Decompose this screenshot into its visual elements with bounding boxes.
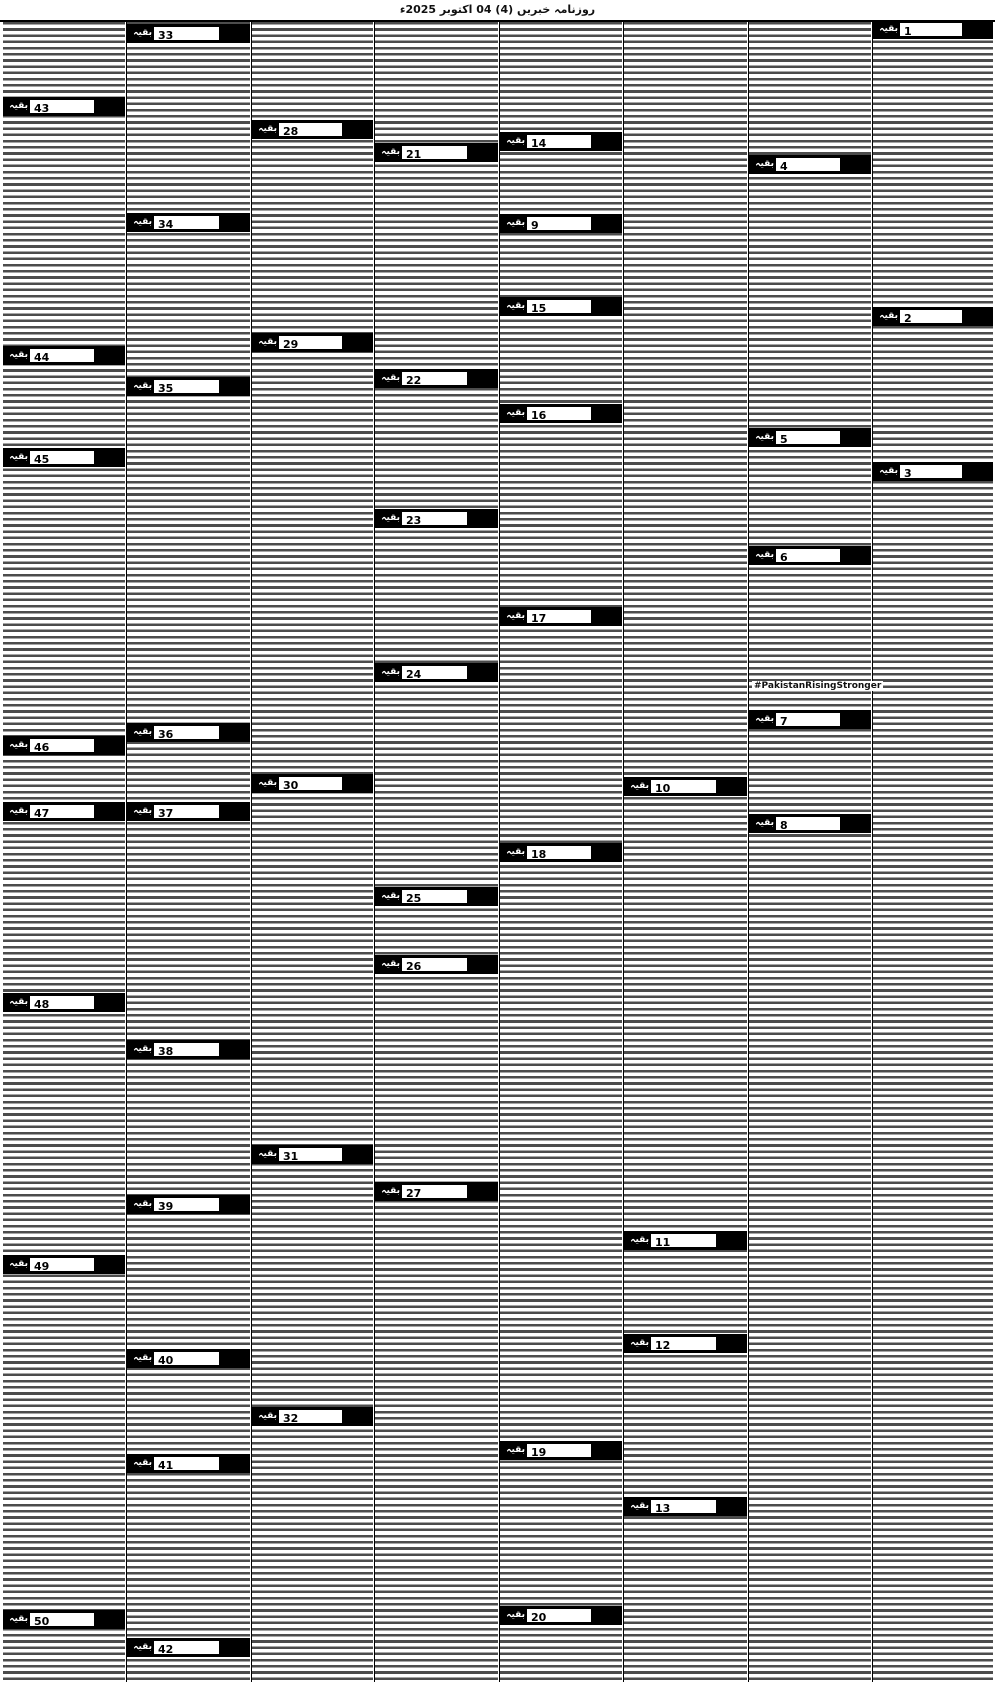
continuation-box-field [527,846,591,859]
continuation-label: بقیہ [506,218,525,228]
continuation-box [375,887,498,906]
continuation-label: بقیہ [133,1642,152,1652]
continuation-box [3,97,125,116]
continuation-box-field [651,780,716,793]
continuation-number: 43 [34,102,50,115]
continuation-box [500,1606,622,1625]
continuation-box-field [30,805,94,818]
masthead [0,0,995,20]
column-rule [748,22,749,1682]
continuation-box-field [30,739,94,752]
continuation-label: بقیہ [630,1235,649,1245]
continuation-label: بقیہ [133,806,152,816]
continuation-box [500,843,622,862]
continuation-number: 24 [406,668,422,681]
continuation-box-field [279,336,342,349]
continuation-number: 13 [655,1502,671,1515]
continuation-label: بقیہ [755,818,774,828]
column-rule [126,22,127,1682]
continuation-box [749,710,871,729]
continuation-number: 19 [531,1446,547,1459]
continuation-number: 44 [34,351,50,364]
continuation-number: 42 [158,1643,174,1656]
continuation-label: بقیہ [133,727,152,737]
continuation-number: 23 [406,514,422,527]
text-column [252,22,373,1682]
continuation-number: 47 [34,807,50,820]
continuation-box-field [651,1337,716,1350]
column-text-body [749,22,871,1682]
continuation-box [375,143,498,162]
continuation-box-field [30,451,94,464]
continuation-box [749,814,871,833]
continuation-box [749,546,871,565]
continuation-number: 28 [283,125,299,138]
continuation-number: 46 [34,741,50,754]
continuation-box-field [527,407,591,420]
continuation-box [3,993,125,1012]
continuation-number: 45 [34,453,50,466]
continuation-box-field [776,713,840,726]
continuation-box [873,307,993,326]
continuation-number: 31 [283,1150,299,1163]
continuation-box-field [154,380,219,393]
continuation-box-field [651,1500,716,1513]
continuation-box-field [776,817,840,830]
continuation-label: بقیہ [258,778,277,788]
continuation-box [375,1182,498,1201]
continuation-number: 8 [780,819,788,832]
continuation-box [500,297,622,316]
continuation-number: 15 [531,302,547,315]
continuation-number: 37 [158,807,174,820]
continuation-label: بقیہ [258,337,277,347]
continuation-number: 6 [780,551,788,564]
continuation-number: 26 [406,960,422,973]
continuation-label: بقیہ [755,550,774,560]
continuation-number: 30 [283,779,299,792]
masthead-date: 04 اکتوبر 2025ء [399,3,492,16]
continuation-box-field [900,23,962,36]
continuation-box-field [900,465,962,478]
continuation-box-field [279,777,342,790]
continuation-label: بقیہ [9,997,28,1007]
continuation-box-field [402,146,467,159]
column-rule [623,22,624,1682]
continuation-label: بقیہ [879,24,898,34]
continuation-number: 48 [34,998,50,1011]
continuation-label: بقیہ [755,714,774,724]
continuation-number: 4 [780,160,788,173]
continuation-label: بقیہ [133,1353,152,1363]
masthead-paper: خبریں [516,3,551,16]
column-rule [872,22,873,1682]
continuation-box-field [154,1043,219,1056]
continuation-label: بقیہ [9,452,28,462]
continuation-box-field [154,805,219,818]
continuation-box [500,404,622,423]
continuation-box-field [776,549,840,562]
continuation-box [3,1610,125,1629]
continuation-number: 39 [158,1200,174,1213]
continuation-box [375,369,498,388]
continuation-number: 40 [158,1354,174,1367]
continuation-number: 16 [531,409,547,422]
continuation-number: 49 [34,1260,50,1273]
continuation-number: 41 [158,1459,174,1472]
continuation-box-field [30,349,94,362]
continuation-box-field [527,610,591,623]
continuation-label: بقیہ [755,432,774,442]
continuation-label: بقیہ [258,124,277,134]
continuation-number: 5 [780,433,788,446]
continuation-label: بقیہ [506,301,525,311]
continuation-number: 10 [655,782,671,795]
continuation-box-field [30,1258,94,1271]
continuation-box-field [527,300,591,313]
continuation-label: بقیہ [9,806,28,816]
continuation-box [127,802,250,821]
continuation-box-field [154,27,219,40]
continuation-label: بقیہ [755,159,774,169]
continuation-box [252,120,373,139]
continuation-box [3,736,125,755]
continuation-box [500,607,622,626]
continuation-number: 35 [158,382,174,395]
continuation-label: بقیہ [133,1458,152,1468]
continuation-box [127,723,250,742]
continuation-box-field [527,1444,591,1457]
continuation-number: 34 [158,218,174,231]
continuation-box-field [154,1641,219,1654]
continuation-box-field [30,100,94,113]
continuation-box [500,214,622,233]
continuation-label: بقیہ [9,350,28,360]
continuation-box [749,428,871,447]
continuation-label: بقیہ [133,1044,152,1054]
continuation-box [252,333,373,352]
continuation-box-field [402,958,467,971]
continuation-box-field [154,1198,219,1211]
continuation-box [624,1334,747,1353]
continuation-box [624,1231,747,1250]
continuation-box-field [900,310,962,323]
continuation-box-field [651,1234,716,1247]
continuation-box-field [30,996,94,1009]
continuation-label: بقیہ [9,1259,28,1269]
continuation-label: بقیہ [630,1501,649,1511]
continuation-box [252,774,373,793]
continuation-box [500,1441,622,1460]
continuation-number: 32 [283,1412,299,1425]
continuation-box-field [402,512,467,525]
continuation-label: بقیہ [381,513,400,523]
continuation-label: بقیہ [9,101,28,111]
text-column [375,22,498,1682]
continuation-box-field [776,431,840,444]
text-column [127,22,250,1682]
continuation-box-field [154,1352,219,1365]
column-rule [251,22,252,1682]
continuation-box-field [776,158,840,171]
continuation-label: بقیہ [133,28,152,38]
continuation-label: بقیہ [506,136,525,146]
continuation-number: 50 [34,1615,50,1628]
continuation-box-field [279,1410,342,1423]
masthead-page-number: (4) [495,3,514,16]
continuation-box [375,509,498,528]
column-text-body [252,22,373,1682]
continuation-box [127,1040,250,1059]
column-text-body [624,22,747,1682]
continuation-box [375,955,498,974]
continuation-box [3,346,125,365]
continuation-box [749,155,871,174]
column-text-body [127,22,250,1682]
continuation-box [624,1497,747,1516]
continuation-box [252,1407,373,1426]
continuation-label: بقیہ [381,959,400,969]
column-text-body [375,22,498,1682]
continuation-label: بقیہ [381,667,400,677]
continuation-label: بقیہ [506,408,525,418]
continuation-box-field [402,372,467,385]
continuation-number: 21 [406,148,422,161]
continuation-label: بقیہ [133,381,152,391]
continuation-number: 17 [531,612,547,625]
continuation-label: بقیہ [506,847,525,857]
column-text-body [873,22,993,1682]
continuation-label: بقیہ [381,1186,400,1196]
continuation-label: بقیہ [258,1411,277,1421]
continuation-label: بقیہ [506,611,525,621]
continuation-label: بقیہ [879,311,898,321]
continuation-box [127,1195,250,1214]
continuation-box-field [527,1609,591,1622]
continuation-number: 7 [780,715,788,728]
continuation-box [3,802,125,821]
continuation-box-field [279,123,342,136]
continuation-number: 38 [158,1045,174,1058]
text-column [749,22,871,1682]
continuation-box [3,1255,125,1274]
continuation-number: 3 [904,467,912,480]
continuation-number: 12 [655,1339,671,1352]
continuation-number: 36 [158,728,174,741]
column-text-body [3,22,125,1682]
continuation-box [252,1145,373,1164]
continuation-number: 11 [655,1236,671,1249]
continuation-box [127,1349,250,1368]
masthead-text: روزنامہ [554,3,596,16]
continuation-box [873,462,993,481]
continuation-label: بقیہ [630,1338,649,1348]
continuation-box [127,213,250,232]
column-rule [374,22,375,1682]
continuation-box-field [154,216,219,229]
continuation-box-field [30,1613,94,1626]
continuation-box [3,448,125,467]
continuation-box-field [527,135,591,148]
continuation-number: 27 [406,1187,422,1200]
continuation-number: 9 [531,219,539,232]
continuation-box [127,1454,250,1473]
continuation-label: بقیہ [381,891,400,901]
continuation-label: بقیہ [258,1149,277,1159]
continuation-box [127,377,250,396]
hashtag: #PakistanRisingStronger [754,681,882,691]
continuation-label: بقیہ [133,217,152,227]
continuation-label: بقیہ [9,1614,28,1624]
continuation-number: 1 [904,25,912,38]
continuation-number: 22 [406,374,422,387]
continuation-box [500,132,622,151]
continuation-number: 33 [158,29,174,42]
continuation-number: 29 [283,338,299,351]
continuation-box [375,663,498,682]
text-column [873,22,993,1682]
continuation-box-field [402,890,467,903]
continuation-number: 2 [904,312,912,325]
text-column [624,22,747,1682]
continuation-number: 20 [531,1611,547,1624]
continuation-label: بقیہ [381,147,400,157]
continuation-label: بقیہ [506,1610,525,1620]
continuation-box-field [279,1148,342,1161]
continuation-box [873,20,993,39]
continuation-label: بقیہ [506,1445,525,1455]
continuation-box [127,24,250,43]
continuation-box-field [527,217,591,230]
continuation-box-field [154,1457,219,1470]
continuation-box-field [402,666,467,679]
continuation-label: بقیہ [879,466,898,476]
continuation-label: بقیہ [381,373,400,383]
continuation-number: 14 [531,137,547,150]
continuation-box-field [402,1185,467,1198]
continuation-number: 18 [531,848,547,861]
continuation-box [127,1638,250,1657]
continuation-label: بقیہ [9,740,28,750]
continuation-number: 25 [406,892,422,905]
text-column [3,22,125,1682]
continuation-box [624,777,747,796]
continuation-label: بقیہ [630,781,649,791]
continuation-box-field [154,726,219,739]
continuation-label: بقیہ [133,1199,152,1209]
